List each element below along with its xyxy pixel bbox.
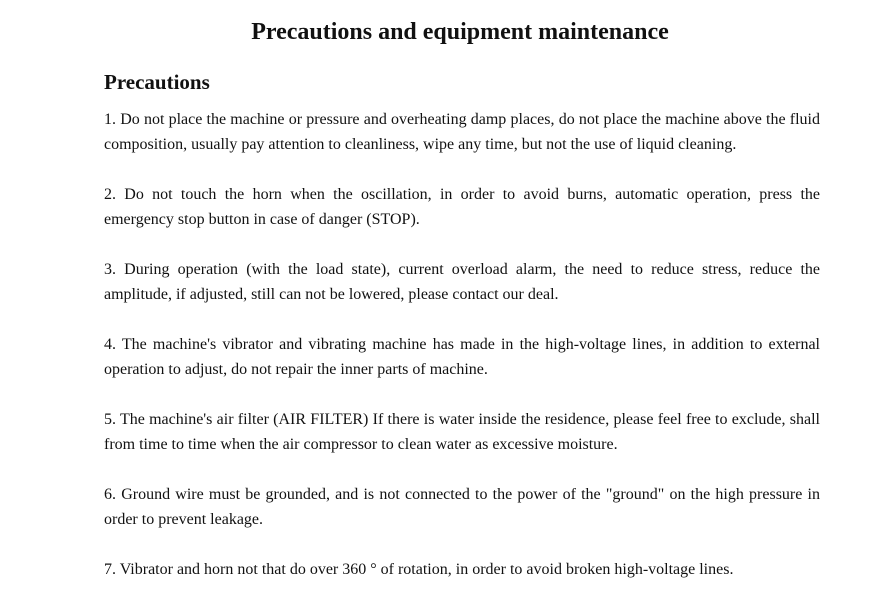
precaution-item-3: 3. During operation (with the load state), current overload alarm, the need to reduce stress, reduce the amplitude, if adjusted, still can not be lowered, please contact our deal. <box>104 261 820 303</box>
precaution-item-6: 6. Ground wire must be grounded, and is not connected to the power of the "ground" on the high pressure in order to prevent leakage. <box>104 486 820 528</box>
page-title: Precautions and equipment maintenance <box>251 19 669 45</box>
precaution-item-4: 4. The machine's vibrator and vibrating machine has made in the high-voltage lines, in addition to external operation to adjust, do not repair the inner parts of machine. <box>104 336 820 378</box>
precaution-item-2: 2. Do not touch the horn when the oscillation, in order to avoid burns, automatic operation, press the emergency stop button in case of danger (STOP). <box>104 186 820 228</box>
precaution-item-1: 1. Do not place the machine or pressure and overheating damp places, do not place the machine above the fluid composition, usually pay attention to cleanliness, wipe any time, but not the use of liquid cleaning. <box>104 111 820 153</box>
section-heading-precautions: Precautions <box>104 70 210 94</box>
precaution-item-5: 5. The machine's air filter (AIR FILTER) If there is water inside the residence, please feel free to exclude, shall from time to time when the air compressor to clean water as excessive moisture. <box>104 411 820 453</box>
precaution-item-7: 7. Vibrator and horn not that do over 360 ° of rotation, in order to avoid broken high-voltage lines. <box>104 561 734 578</box>
precautions-list <box>104 107 820 582</box>
